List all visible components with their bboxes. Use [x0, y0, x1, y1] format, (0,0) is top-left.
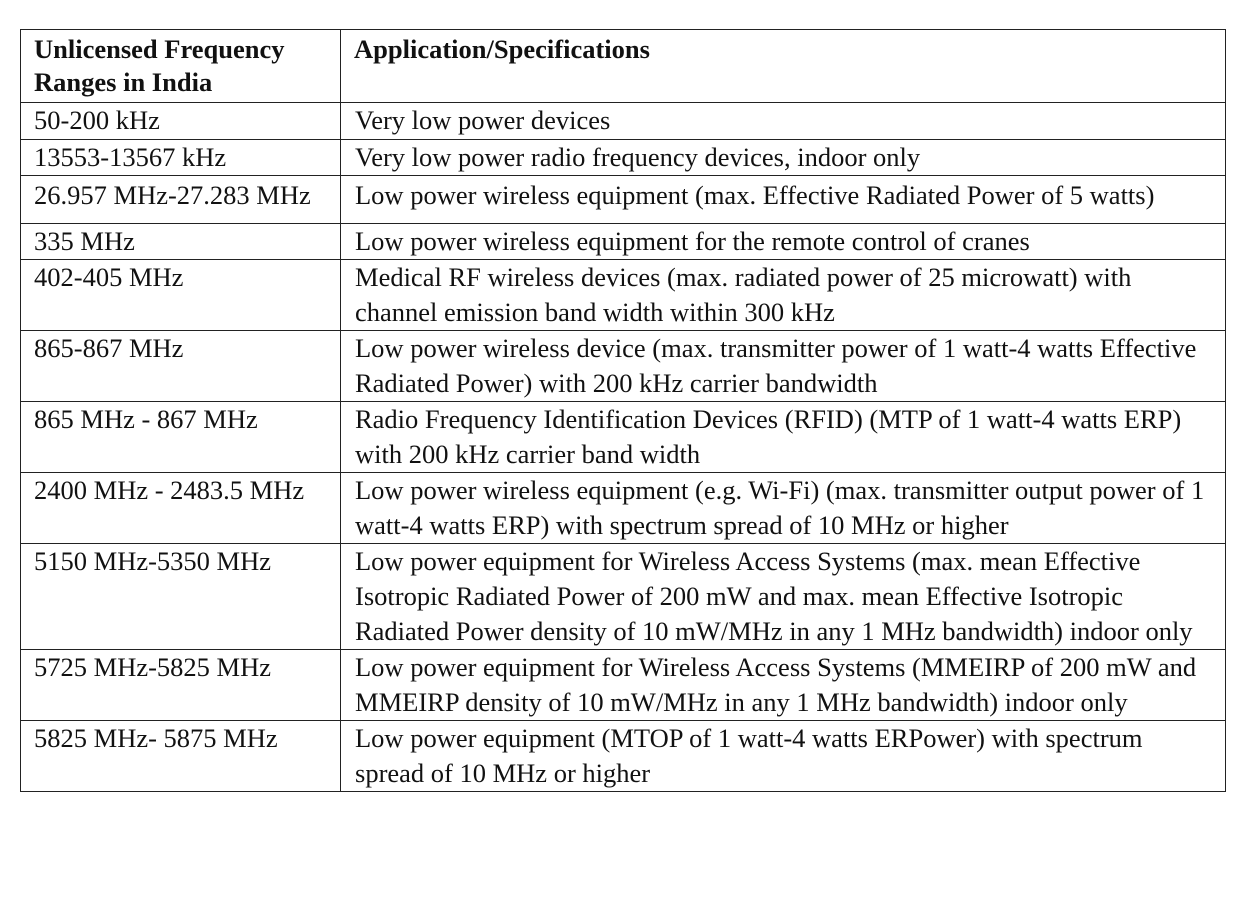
- application-cell: Medical RF wireless devices (max. radiated power of 25 microwatt) with channel emission band width within 300 kHz: [341, 260, 1226, 331]
- application-cell: Low power wireless equipment (e.g. Wi-Fi) (max. transmitter output power of 1 watt-4 watts ERP) with spectrum spread of 10 MHz or higher: [341, 473, 1226, 544]
- table-row: [21, 650, 1226, 721]
- table-row: [21, 721, 1226, 792]
- application-cell: Low power equipment for Wireless Access Systems (MMEIRP of 200 mW and MMEIRP density of 10 mW/MHz in any 1 MHz bandwidth) indoor only: [341, 650, 1226, 721]
- frequency-range-cell: 5150 MHz-5350 MHz: [21, 544, 341, 650]
- frequency-range-cell: 5825 MHz- 5875 MHz: [21, 721, 341, 792]
- application-cell: Low power wireless equipment for the remote control of cranes: [341, 224, 1226, 260]
- application-cell: Very low power devices: [341, 103, 1226, 140]
- application-cell: Low power equipment (MTOP of 1 watt-4 watts ERPower) with spectrum spread of 10 MHz or higher: [341, 721, 1226, 792]
- frequency-range-cell: 865-867 MHz: [21, 331, 341, 402]
- table-row: [21, 260, 1226, 331]
- frequency-range-cell: 335 MHz: [21, 224, 341, 260]
- application-cell: Low power wireless device (max. transmitter power of 1 watt-4 watts Effective Radiated Power) with 200 kHz carrier bandwidth: [341, 331, 1226, 402]
- table-row: [21, 473, 1226, 544]
- frequency-table: [20, 29, 1226, 792]
- application-cell: Low power wireless equipment (max. Effective Radiated Power of 5 watts): [341, 176, 1226, 224]
- application-cell: Radio Frequency Identification Devices (RFID) (MTP of 1 watt-4 watts ERP) with 200 kHz carrier band width: [341, 402, 1226, 473]
- table-row: [21, 402, 1226, 473]
- header-frequency-range: Unlicensed Frequency Ranges in India: [21, 30, 341, 103]
- table-row: [21, 544, 1226, 650]
- application-cell: Very low power radio frequency devices, indoor only: [341, 140, 1226, 176]
- header-application: Application/Specifications: [341, 30, 1226, 103]
- table-header-row: [21, 30, 1226, 103]
- frequency-range-cell: 13553-13567 kHz: [21, 140, 341, 176]
- table-row: [21, 103, 1226, 140]
- table-row: [21, 224, 1226, 260]
- frequency-range-cell: 402-405 MHz: [21, 260, 341, 331]
- frequency-range-cell: 865 MHz - 867 MHz: [21, 402, 341, 473]
- application-cell: Low power equipment for Wireless Access Systems (max. mean Effective Isotropic Radiated Power of 200 mW and max. mean Effective Isotropic Radiated Power density of 10 mW/MHz in any 1 MHz bandwidth) indoor only: [341, 544, 1226, 650]
- frequency-range-cell: 50-200 kHz: [21, 103, 341, 140]
- frequency-range-cell: 26.957 MHz-27.283 MHz: [21, 176, 341, 224]
- table-row: [21, 331, 1226, 402]
- table-row: [21, 176, 1226, 224]
- table-row: [21, 140, 1226, 176]
- frequency-range-cell: 5725 MHz-5825 MHz: [21, 650, 341, 721]
- frequency-range-cell: 2400 MHz - 2483.5 MHz: [21, 473, 341, 544]
